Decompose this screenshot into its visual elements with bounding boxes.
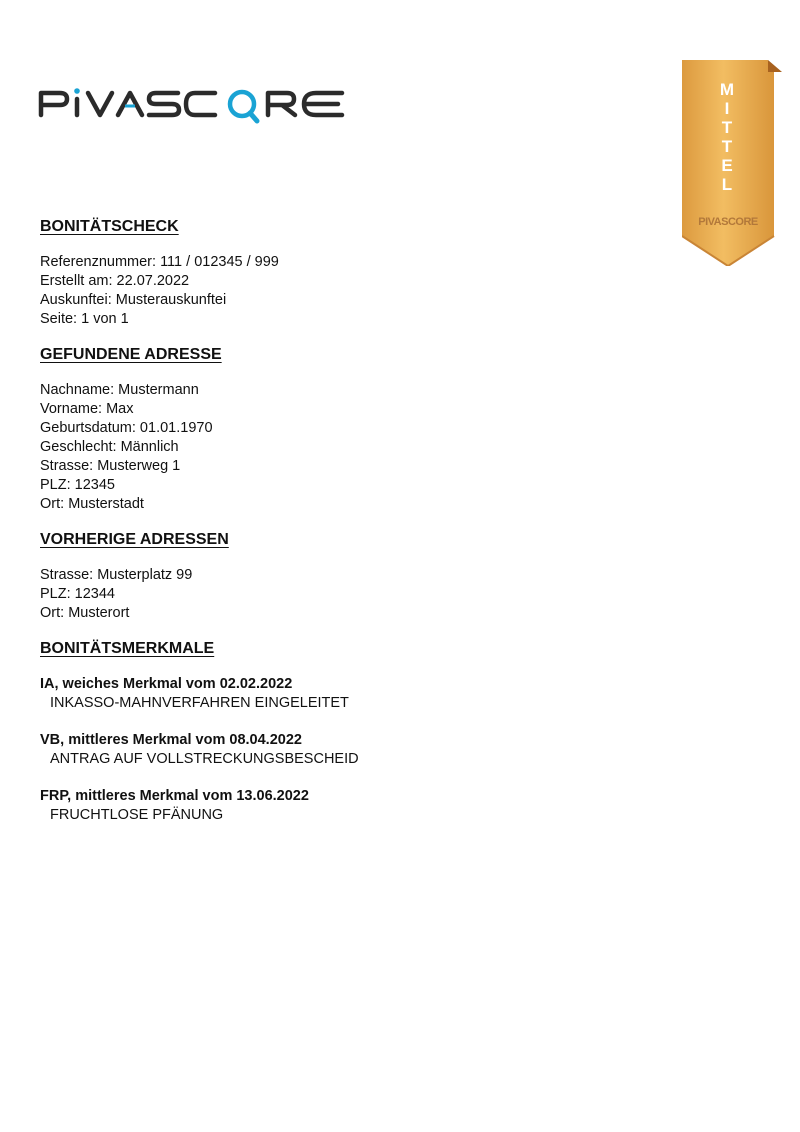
section-title: GEFUNDENE ADRESSE xyxy=(40,346,222,363)
rating-letter: L xyxy=(721,175,733,194)
reference-number: Referenznummer: 111 / 012345 / 999 xyxy=(40,254,279,270)
credit-feature-title: VB, mittleres Merkmal vom 08.04.2022 xyxy=(40,732,302,748)
rating-letter: T xyxy=(721,118,733,137)
previous-city: Ort: Musterort xyxy=(40,605,130,621)
section-credit-features xyxy=(40,638,660,825)
page-number: Seite: 1 von 1 xyxy=(40,311,129,327)
credit-feature-title: IA, weiches Merkmal vom 02.02.2022 xyxy=(40,676,293,692)
credit-feature-description: FRUCHTLOSE PFÄNUNG xyxy=(50,807,224,823)
rating-level-letters xyxy=(682,80,772,194)
previous-postal-code: PLZ: 12344 xyxy=(40,586,115,602)
section-previous-addresses xyxy=(40,529,660,623)
pivascore-logo xyxy=(38,84,348,128)
last-name: Nachname: Mustermann xyxy=(40,382,199,398)
first-name: Vorname: Max xyxy=(40,401,134,417)
rating-letter: I xyxy=(724,99,730,118)
section-title: BONITÄTSCHECK xyxy=(40,218,179,235)
rating-letter: T xyxy=(721,137,733,156)
created-date: Erstellt am: 22.07.2022 xyxy=(40,273,190,289)
credit-feature-item xyxy=(40,731,660,769)
rating-letter: E xyxy=(721,156,733,175)
credit-feature-description: ANTRAG AUF VOLLSTRECKUNGSBESCHEID xyxy=(50,751,359,767)
logo-dot xyxy=(74,88,80,94)
section-found-address xyxy=(40,344,660,514)
section-bonitaetscheck xyxy=(40,216,660,329)
previous-street: Strasse: Musterplatz 99 xyxy=(40,567,193,583)
credit-agency: Auskunftei: Musterauskunftei xyxy=(40,292,227,308)
credit-feature-item xyxy=(40,787,660,825)
ribbon-brand-label: PIVASCORE xyxy=(698,216,758,228)
city: Ort: Musterstadt xyxy=(40,496,144,512)
credit-feature-description: INKASSO-MAHNVERFAHREN EINGELEITET xyxy=(50,695,349,711)
birth-date: Geburtsdatum: 01.01.1970 xyxy=(40,420,213,436)
section-title: BONITÄTSMERKMALE xyxy=(40,640,215,657)
section-title: VORHERIGE ADRESSEN xyxy=(40,531,229,548)
postal-code: PLZ: 12345 xyxy=(40,477,115,493)
street: Strasse: Musterweg 1 xyxy=(40,458,181,474)
rating-letter: M xyxy=(719,80,735,99)
credit-feature-item xyxy=(40,675,660,713)
credit-feature-title: FRP, mittleres Merkmal vom 13.06.2022 xyxy=(40,788,309,804)
report-content xyxy=(40,216,660,843)
gender: Geschlecht: Männlich xyxy=(40,439,179,455)
